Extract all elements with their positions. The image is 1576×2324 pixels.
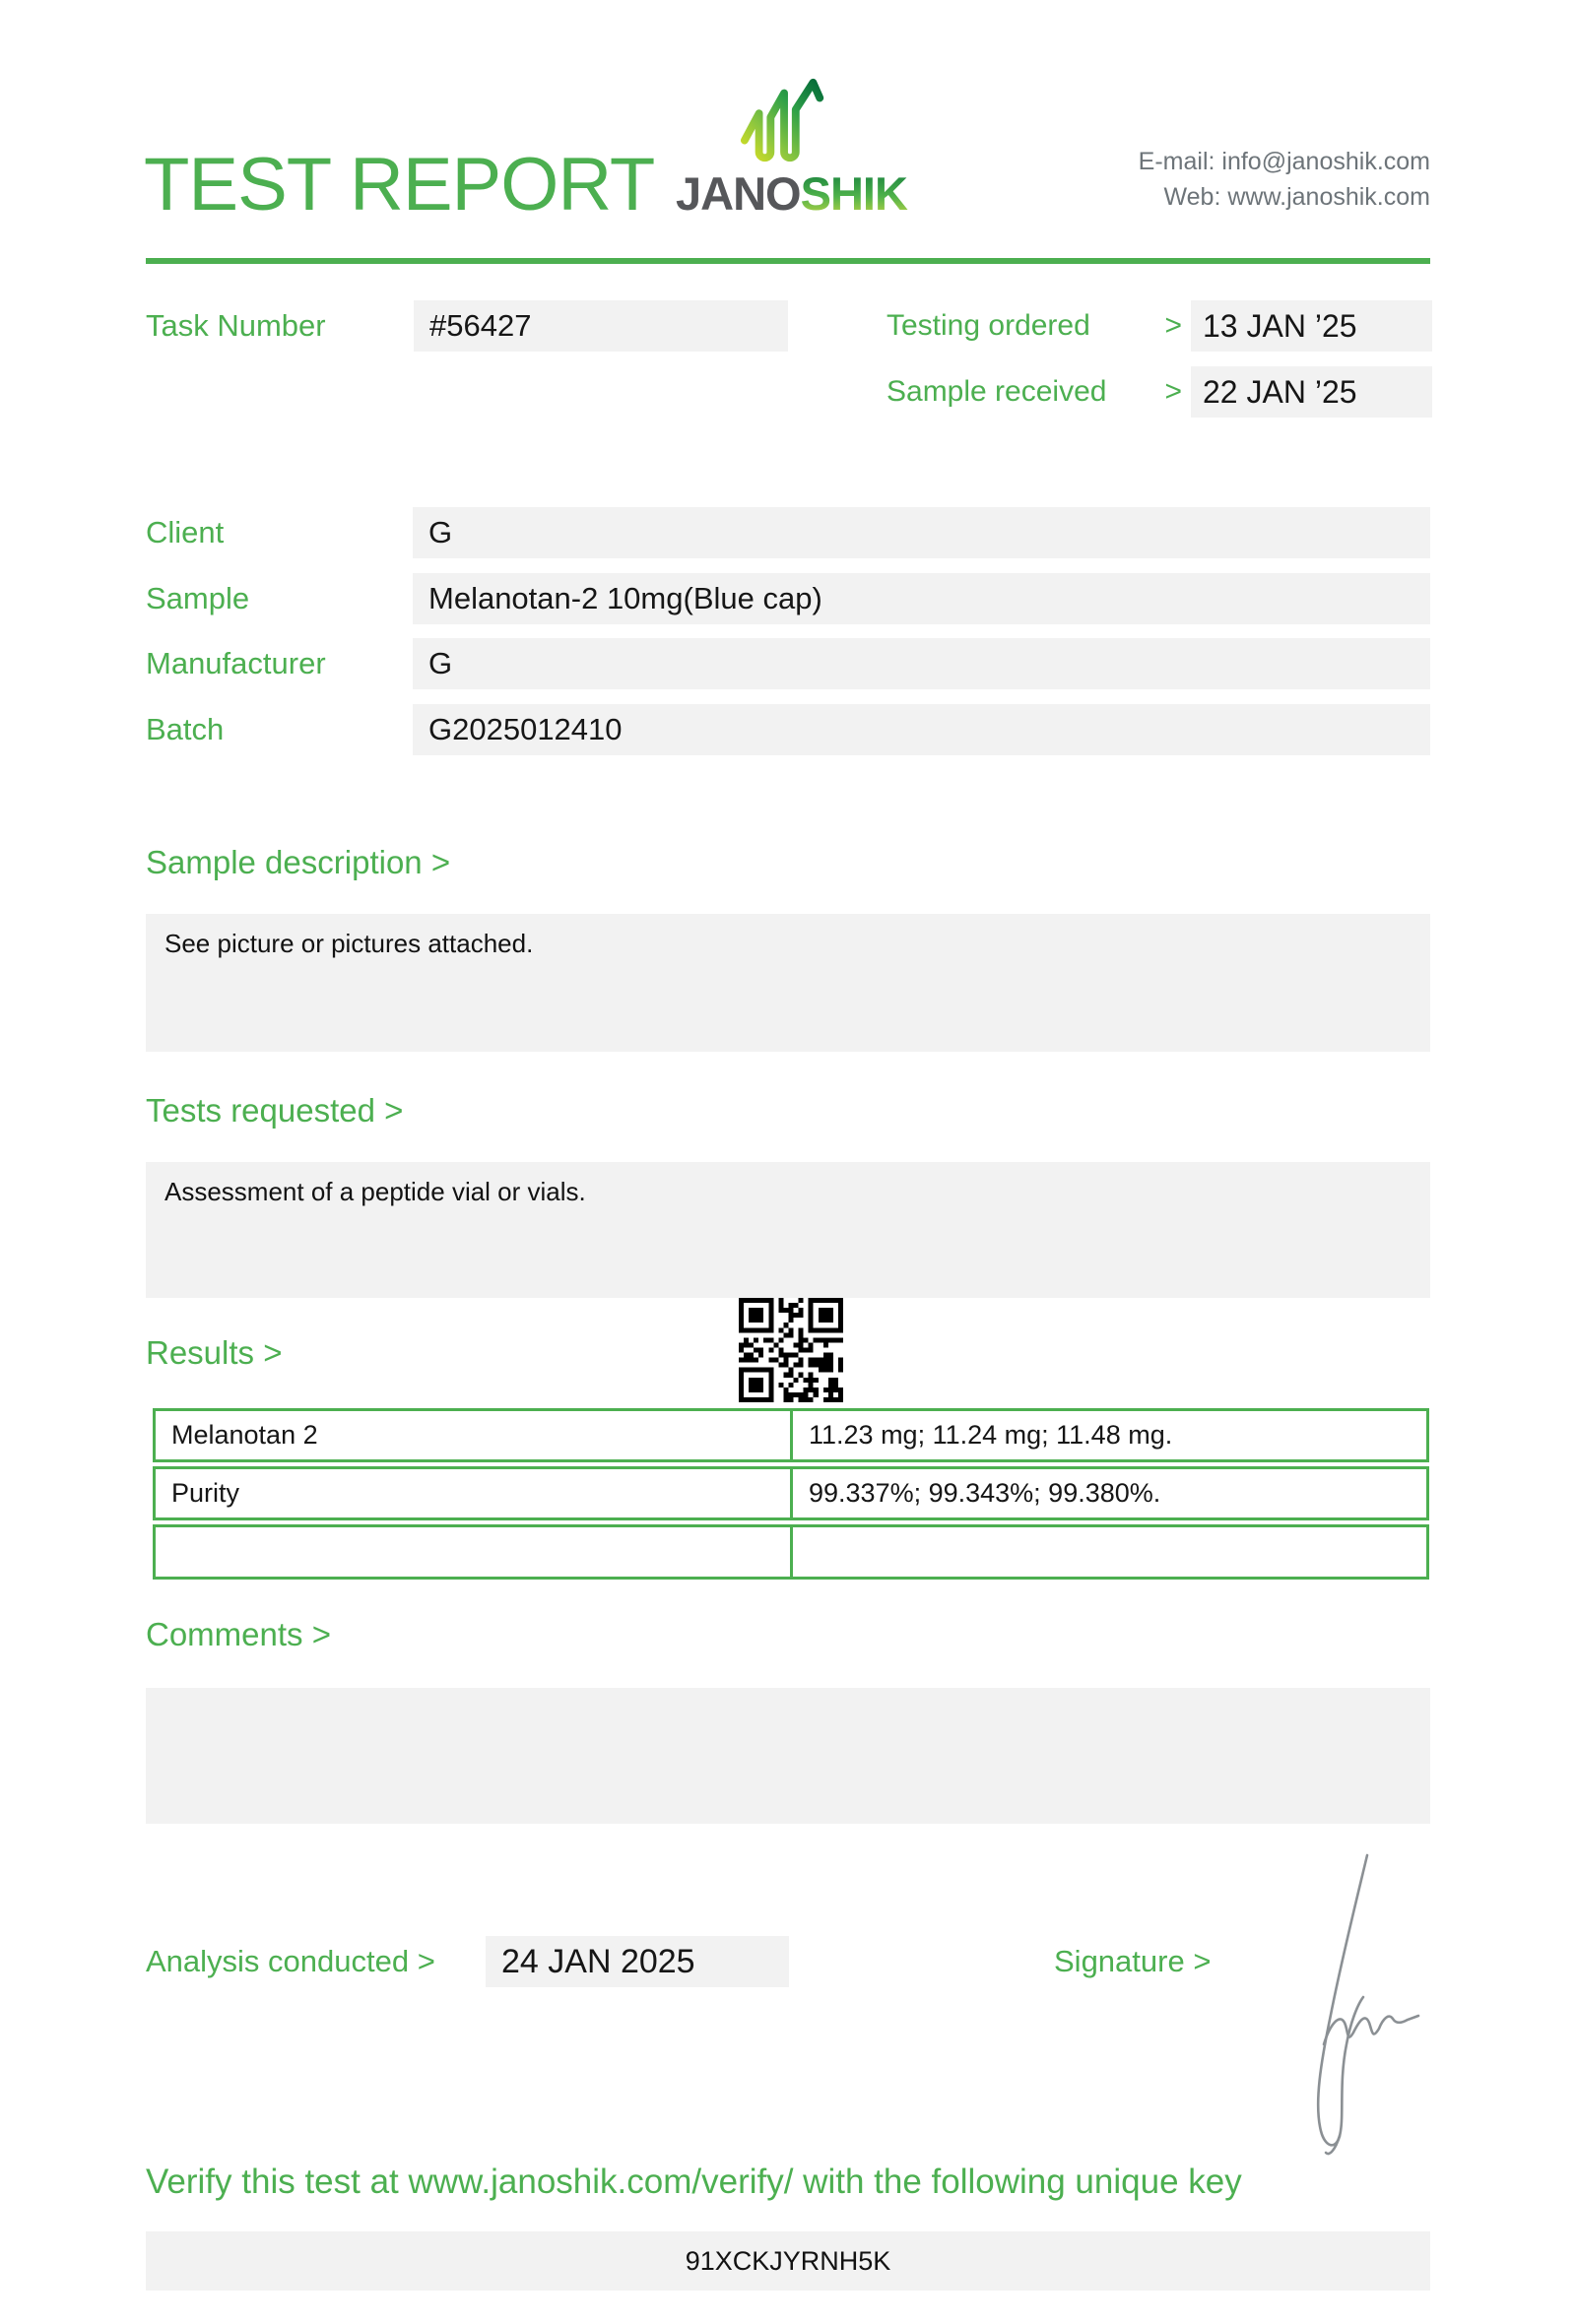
contact-email <box>1139 144 1430 179</box>
sample-received-label: Sample received <box>886 375 1107 408</box>
table-row <box>153 1408 1429 1462</box>
contact-info <box>1139 144 1430 215</box>
table-row <box>153 1466 1429 1520</box>
qr-code <box>739 1298 843 1402</box>
task-number-label: Task Number <box>146 308 326 343</box>
sample-value: Melanotan-2 10mg(Blue cap) <box>413 573 1430 624</box>
tests-requested-text: Assessment of a peptide vial or vials. <box>164 1177 586 1206</box>
client-label: Client <box>146 515 225 549</box>
signature-image <box>1253 1849 1435 2164</box>
result-analyte: Melanotan 2 <box>156 1411 793 1459</box>
sample-description-text: See picture or pictures attached. <box>164 929 534 958</box>
results-heading: Results > <box>146 1334 283 1371</box>
result-value: 99.337%; 99.343%; 99.380%. <box>809 1478 1161 1508</box>
comments-box <box>146 1688 1430 1824</box>
verify-instruction: Verify this test at www.janoshik.com/verify/ with the following unique key <box>146 2163 1242 2201</box>
result-analyte: Purity <box>156 1469 793 1517</box>
web-label: Web: <box>1163 183 1221 211</box>
task-number-value: #56427 <box>414 300 788 352</box>
logo-text-gray: JANO <box>676 167 801 220</box>
verify-key: 91XCKJYRNH5K <box>146 2231 1430 2291</box>
arrow-glyph: > <box>1164 309 1182 342</box>
result-analyte <box>156 1527 793 1577</box>
sample-received-value: 22 JAN ’25 <box>1191 366 1432 418</box>
growth-chart-icon <box>737 75 835 167</box>
email-label: E-mail: <box>1138 148 1215 175</box>
web-value: www.janoshik.com <box>1227 183 1430 211</box>
tests-requested-box <box>146 1162 1430 1298</box>
testing-ordered-row <box>886 300 1182 352</box>
result-value: 11.23 mg; 11.24 mg; 11.48 mg. <box>809 1420 1173 1450</box>
sample-description-box <box>146 914 1430 1052</box>
manufacturer-value: G <box>413 638 1430 689</box>
batch-value: G2025012410 <box>413 704 1430 755</box>
tests-requested-heading: Tests requested > <box>146 1092 404 1129</box>
contact-web <box>1139 179 1430 215</box>
sample-description-heading: Sample description > <box>146 844 451 880</box>
sample-label: Sample <box>146 581 250 615</box>
analysis-date-value: 24 JAN 2025 <box>486 1936 789 1987</box>
svg-text:JANOSHIK <box>676 167 908 220</box>
header-divider <box>146 258 1430 264</box>
table-row <box>153 1524 1429 1580</box>
results-table <box>153 1408 1429 1580</box>
signature-label: Signature > <box>1054 1944 1212 1978</box>
logo-text-green: SHIK <box>800 167 907 220</box>
batch-label: Batch <box>146 712 225 746</box>
comments-heading: Comments > <box>146 1616 331 1652</box>
testing-ordered-value: 13 JAN ’25 <box>1191 300 1432 352</box>
analysis-conducted-label: Analysis conducted > <box>146 1944 435 1978</box>
result-value <box>793 1527 1426 1577</box>
arrow-glyph: > <box>1164 375 1182 408</box>
sample-received-row <box>886 366 1182 418</box>
client-value: G <box>413 507 1430 558</box>
janoshik-logo <box>676 165 912 221</box>
page-title: TEST REPORT <box>144 143 655 226</box>
testing-ordered-label: Testing ordered <box>886 309 1090 342</box>
manufacturer-label: Manufacturer <box>146 646 326 680</box>
email-value: info@janoshik.com <box>1221 148 1430 175</box>
